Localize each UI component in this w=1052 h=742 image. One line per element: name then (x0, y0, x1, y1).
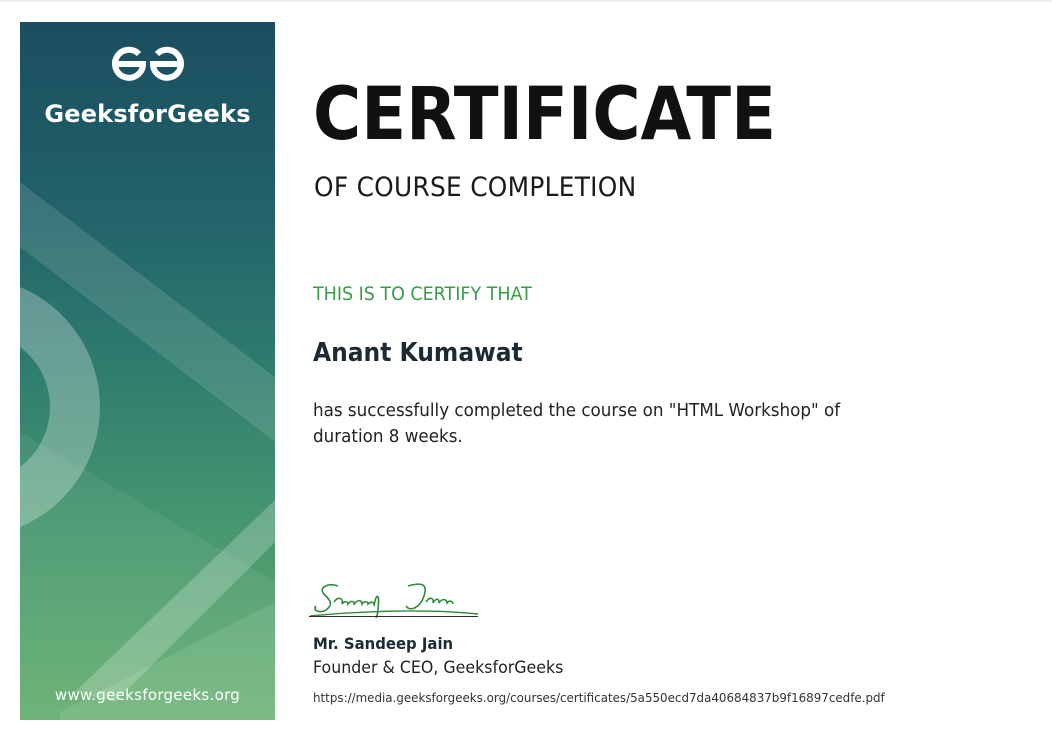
course-description: has successfully completed the course on "HTML Workshop" of duration 8 weeks. (313, 400, 841, 447)
signature-line (309, 616, 478, 617)
signatory-name: Mr. Sandeep Jain (313, 634, 454, 653)
brand-sidebar (20, 22, 275, 720)
certificate-subtitle: OF COURSE COMPLETION (314, 172, 637, 203)
signatory-title: Founder & CEO, GeeksforGeeks (313, 658, 564, 678)
certificate-url[interactable]: https://media.geeksforgeeks.org/courses/certificates/5a550ecd7da40684837b9f16897cedfe.pdf (313, 690, 885, 705)
top-border (0, 0, 1052, 2)
gfg-logo-icon (20, 44, 275, 84)
certificate-title: CERTIFICATE (313, 72, 776, 157)
brand-name: GeeksforGeeks (44, 100, 251, 128)
recipient-name: Anant Kumawat (313, 338, 523, 368)
certify-line: THIS IS TO CERTIFY THAT (313, 283, 532, 305)
website-url: www.geeksforgeeks.org (54, 686, 241, 704)
